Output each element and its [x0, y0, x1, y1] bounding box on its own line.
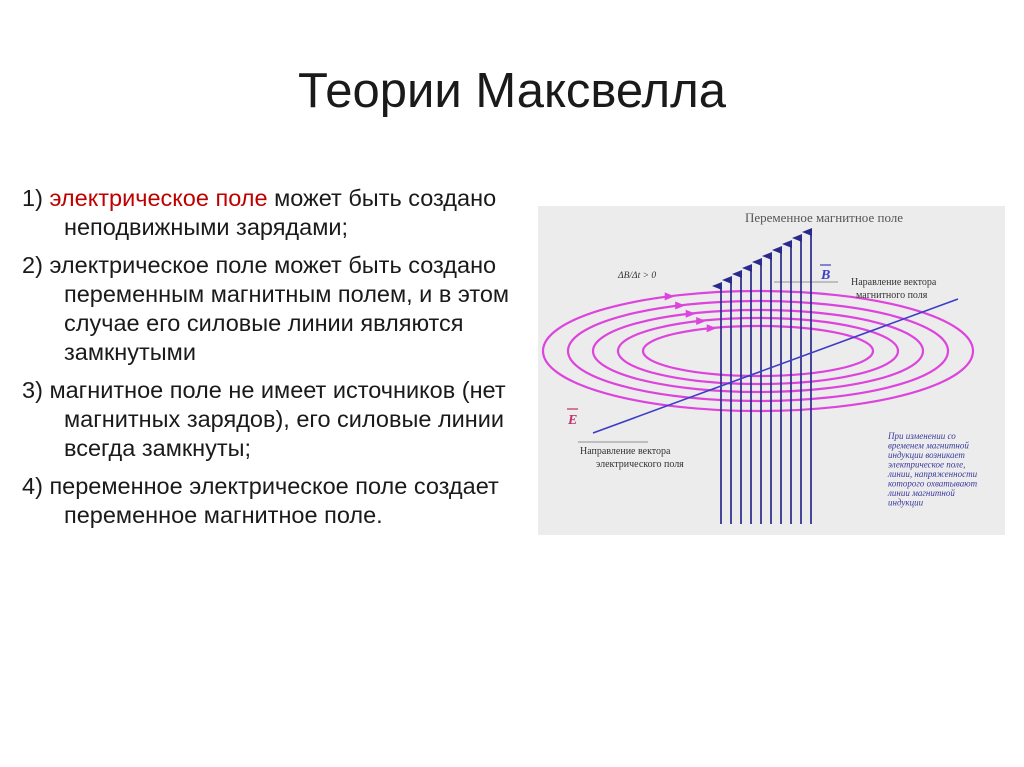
note-line-5: линии, напряженности: [888, 469, 978, 479]
note-line-8: индукции: [888, 497, 924, 508]
note-line-4: электрическое поле,: [888, 459, 966, 470]
point-4: [22, 472, 522, 530]
e-direction-label-1: Направление вектора: [580, 446, 671, 457]
point-1-number: 1): [22, 185, 43, 211]
e-vector-label: E: [568, 413, 578, 428]
note-line-1: При изменении со: [888, 431, 956, 441]
figure-caption: Переменное магнитное поле: [745, 210, 904, 225]
figure-canvas: [538, 206, 1005, 535]
point-1: [22, 184, 522, 242]
note-line-6: которого охватывают: [888, 478, 978, 489]
note-line-7: линии магнитной: [888, 488, 955, 498]
b-vector-label: B: [821, 268, 831, 283]
b-direction-label-1: Наравление вектора: [851, 277, 937, 288]
point-1-highlight: электрическое поле: [49, 185, 268, 211]
point-1-text: может быть создано неподвижными зарядами;: [64, 185, 497, 240]
note-line-3: индукции возникает: [888, 450, 965, 460]
point-2-number: 2): [22, 252, 43, 278]
point-3-number: 3): [22, 377, 43, 403]
point-2-text: электрическое поле может быть создано переменным магнитным полем, и в этом случае его силовые линии являются замкнутыми: [49, 252, 510, 365]
points-list: [22, 184, 522, 539]
b-direction-label-2: магнитного поля: [856, 290, 928, 301]
point-3-text: магнитное поле не имеет источников (нет магнитных зарядов), его силовые линии всегда замкнуты;: [49, 377, 506, 461]
point-4-number: 4): [22, 473, 43, 499]
e-direction-label-2: электрического поля: [596, 459, 684, 470]
point-3: [22, 376, 522, 463]
note-line-2: временем магнитной: [888, 440, 969, 451]
formula-label: ΔB/Δt > 0: [618, 271, 657, 281]
slide-title: Теории Максвелла: [298, 64, 726, 118]
maxwell-figure: [538, 206, 1005, 535]
point-4-text: переменное электрическое поле создает переменное магнитное поле.: [49, 473, 499, 528]
point-2: [22, 251, 522, 367]
